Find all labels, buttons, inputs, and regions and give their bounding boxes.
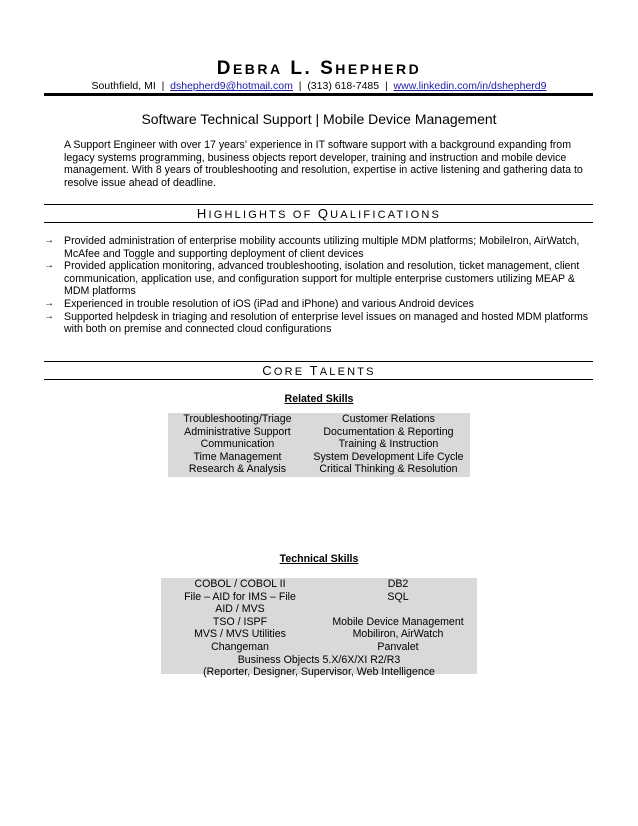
table-cell: SQL [387,590,409,603]
name-first-rest: EBRA [232,61,283,77]
qualifications-list [44,235,594,336]
arrow-bullet-icon: → [44,260,54,272]
email-link[interactable]: dshepherd9@hotmail.com [170,80,293,92]
table-cell: Panvalet [377,640,419,653]
heading-word: UALIFICATIONS [330,209,442,221]
list-item [44,235,594,260]
section-divider-top [44,361,593,362]
list-item-text: Experienced in trouble resolution of iOS (iPad and iPhone) and various Android devices [64,297,474,310]
related-skills-title: Related Skills [284,393,354,405]
table-row [161,616,477,629]
heading-letter: C [262,363,274,378]
linkedin-link[interactable]: www.linkedin.com/in/dshepherd9 [393,80,547,92]
table-cell: Business Objects 5.X/6X/XI R2/R3 [237,653,401,666]
candidate-name [0,58,638,80]
list-item [44,311,594,336]
phone-text: (313) 618-7485 [307,80,380,92]
table-row [161,628,477,641]
table-cell: Troubleshooting/Triage [183,413,292,425]
table-cell: File – AID for IMS – File AID / MVS [184,590,296,616]
table-row [168,463,470,476]
table-cell: DB2 [387,578,409,590]
table-row [168,451,470,464]
table-row [168,426,470,439]
table-row [161,578,477,591]
location-text: Southfield, MI [91,80,156,92]
table-cell: Mobiliron, AirWatch [352,628,444,641]
separator: | [161,80,165,92]
name-last-rest: HEPHERD [335,61,422,77]
section-divider-bottom [44,379,593,380]
table-cell: Time Management [193,450,282,463]
name-last-initial: S [320,58,336,79]
heading-word: IGHLIGHTS [208,209,288,221]
table-row [161,654,477,667]
arrow-bullet-icon: → [44,235,54,246]
heading-letter: T [309,363,320,378]
heading-word: OF [292,209,313,221]
table-row [168,438,470,451]
table-row [161,641,477,654]
table-cell: TSO / ISPF [212,615,268,628]
table-cell: Critical Thinking & Resolution [319,463,458,476]
heading-word: ORE [273,366,305,378]
arrow-bullet-icon: → [44,310,54,322]
list-item [44,260,594,298]
table-cell: Customer Relations [341,413,435,425]
table-cell: (Reporter, Designer, Supervisor, Web Intelligence [203,666,435,679]
list-item-text: Provided application monitoring, advanced troubleshooting, isolation and resolution, ticket management, client communication, application use, and configuration support for multiple enterprise customers utilizing MEAP & MDM platforms [64,260,580,298]
table-cell: Communication [200,438,275,451]
separator: | [384,80,388,92]
headline: Software Technical Support | Mobile Device Management [141,111,497,127]
arrow-bullet-icon: → [44,297,54,309]
table-cell: System Development Life Cycle [313,450,464,463]
summary-paragraph: A Support Engineer with over 17 years’ experience in IT software support with a background expanding from legacy systems programming, business objects report developer, training and instruction and mobile device management. With 8 years of troubleshooting and resolution, expertise in active listening and gathering data to resolve issue ahead of deadline. [64,139,583,189]
name-first-initial: D [216,58,233,79]
table-cell: Changeman [211,640,269,653]
heading-word: ALENTS [319,366,376,378]
table-cell: Training & Instruction [338,438,439,451]
list-item-text: Provided administration of enterprise mobility accounts utilizing multiple MDM platforms; MobileIron, AirWatch, McAfee and Toggle and supporting deployment of client devices [64,235,580,260]
table-cell: Mobile Device Management [332,615,464,628]
contact-line [0,80,638,92]
table-row [161,666,477,679]
table-cell: Research & Analysis [188,463,287,476]
section-divider-top [44,204,593,205]
list-item [44,298,594,311]
table-cell: Documentation & Reporting [323,425,454,438]
technical-skills-title: Technical Skills [279,553,359,565]
heading-letter: Q [317,206,331,221]
section-heading-qualifications [0,206,638,221]
name-middle-initial: L. [290,58,313,79]
table-row [168,413,470,426]
heading-letter: H [196,206,209,221]
separator: | [298,80,302,92]
table-row [161,591,477,616]
list-item-text: Supported helpdesk in triaging and resolution of enterprise level issues on managed and hosted MDM platforms with both on premise and connected cloud configurations [64,310,589,336]
header-divider [44,93,593,96]
technical-skills-table [161,578,477,679]
table-cell: Administrative Support [184,425,291,438]
table-cell: COBOL / COBOL II [194,578,286,590]
table-cell: MVS / MVS Utilities [194,628,286,641]
related-skills-table [168,413,470,477]
section-heading-core-talents [0,363,638,378]
section-divider-bottom [44,222,593,223]
